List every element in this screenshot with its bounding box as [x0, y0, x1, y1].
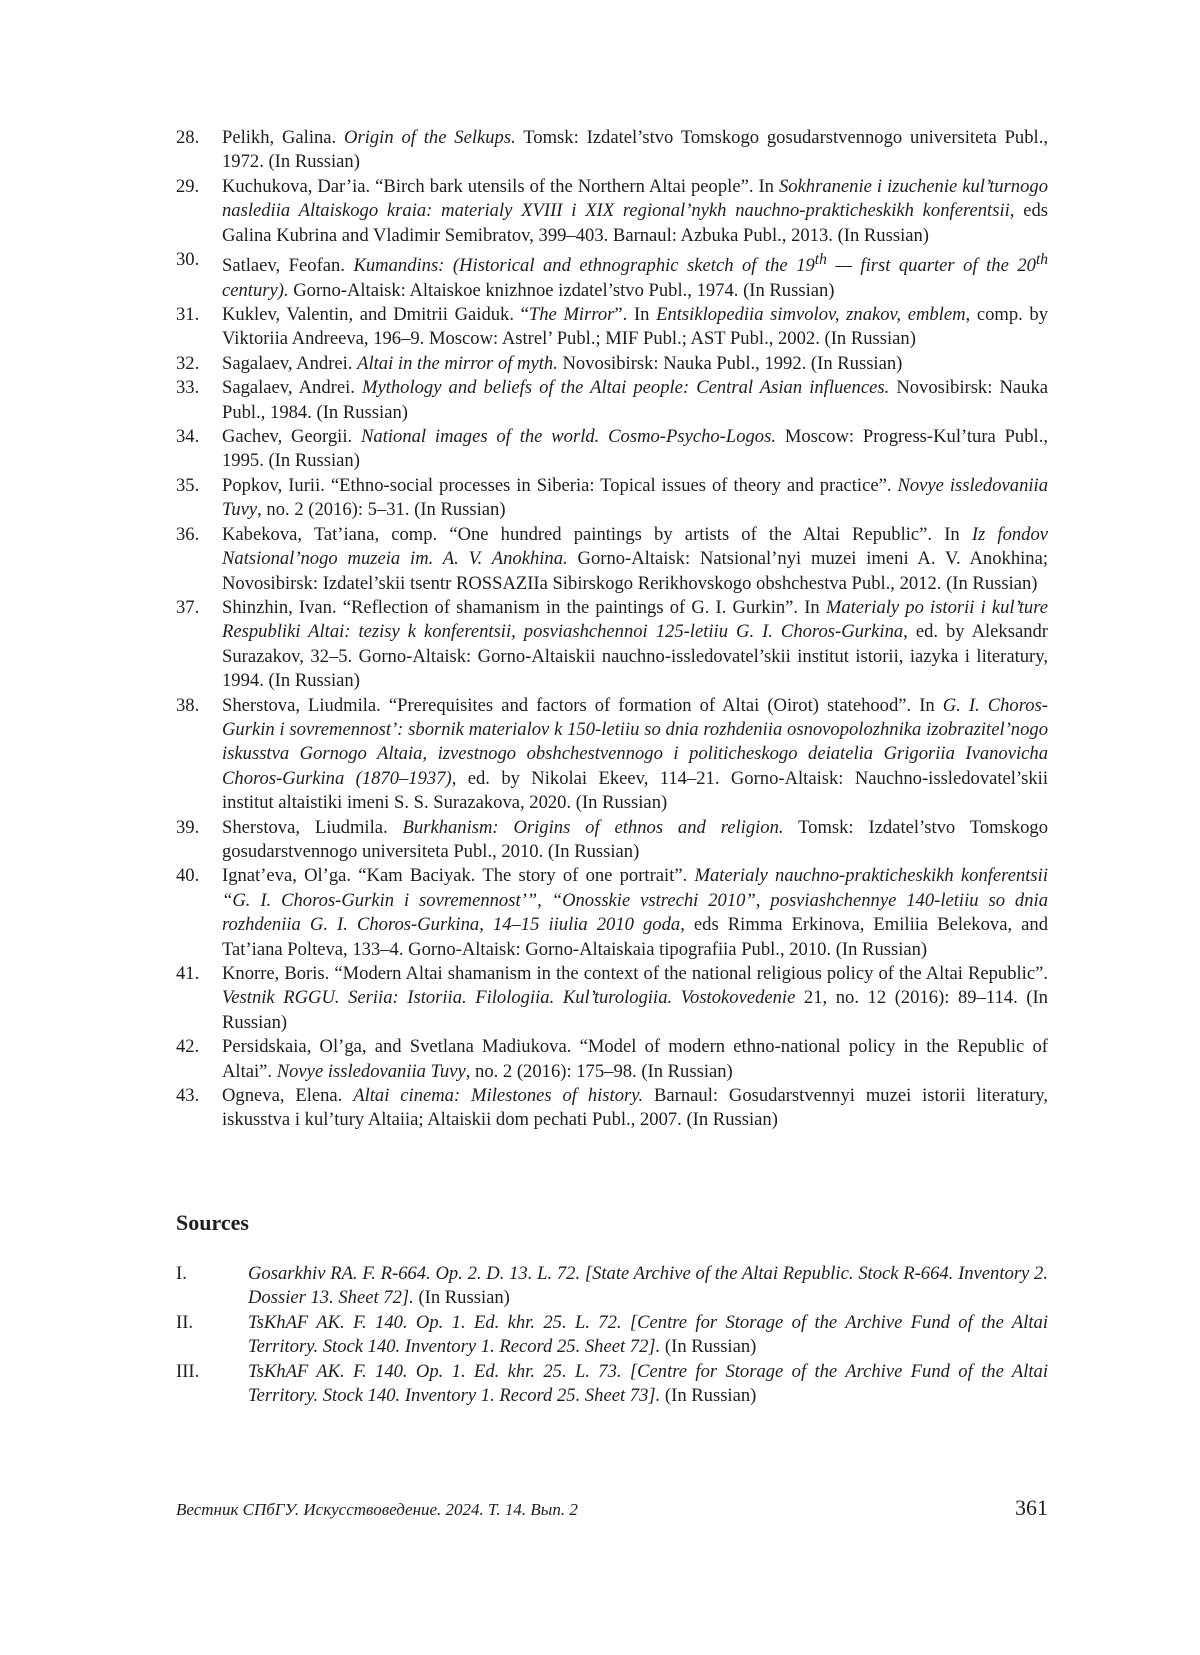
reference-item-text: Gachev, Georgii. National images of the world. Cosmo-Psycho-Logos. Moscow: Progress-Kul’tura Publ., 1995. (In Russian)	[222, 426, 1048, 472]
reference-item	[176, 126, 1048, 175]
sources-list	[176, 1262, 1048, 1408]
reference-item-text: Persidskaia, Ol’ga, and Svetlana Madiukova. “Model of modern ethno-national policy in the Republic of Altai”. Novye issledovaniia Tuvy, no. 2 (2016): 175–98. (In Russian)	[222, 1036, 1048, 1082]
source-item-text: TsKhAF AK. F. 140. Op. 1. Ed. khr. 25. L. 73. [Centre for Storage of the Archive Fund of the Altai Territory. Stock 140. Inventory 1. Record 25. Sheet 73]. (In Russian)	[248, 1360, 1048, 1407]
reference-item-number: 29.	[176, 175, 200, 197]
footer-journal-title: Вестник СПбГУ. Искусствоведение. 2024. Т. 14. Вып. 2	[176, 1500, 578, 1519]
source-item-number: III.	[176, 1360, 200, 1382]
reference-item	[176, 1035, 1048, 1084]
reference-item	[176, 175, 1048, 248]
reference-item-number: 34.	[176, 426, 200, 448]
reference-item-number: 41.	[176, 963, 200, 984]
reference-item	[176, 352, 1048, 376]
reference-item	[176, 962, 1048, 1035]
reference-item	[176, 523, 1048, 596]
source-item	[176, 1311, 1048, 1360]
reference-item-text: Sagalaev, Andrei. Altai in the mirror of myth. Novosibirsk: Nauka Publ., 1992. (In Russian)	[222, 352, 903, 374]
reference-item-text: Ogneva, Elena. Altai cinema: Milestones of history. Barnaul: Gosudarstvennyi muzei istorii literatury, iskusstva i kul’tury Altaiia; Altaiskii dom pechati Publ., 2007. (In Russian)	[222, 1085, 1048, 1131]
reference-item	[176, 694, 1048, 816]
reference-item-number: 33.	[176, 377, 200, 399]
source-item-text: Gosarkhiv RA. F. R-664. Op. 2. D. 13. L. 72. [State Archive of the Altai Republic. Stock R-664. Inventory 2. Dossier 13. Sheet 72]. (In Russian)	[248, 1263, 1048, 1309]
reference-item-text: Pelikh, Galina. Origin of the Selkups. Tomsk: Izdatel’stvo Tomskogo gosudarstvennogo universiteta Publ., 1972. (In Russian)	[222, 127, 1048, 173]
reference-item-text: Knorre, Boris. “Modern Altai shamanism in the context of the national religious policy of the Altai Republic”. Vestnik RGGU. Seriia: Istoriia. Filologiia. Kul’turologiia. Vostokovedenie 21, no. 12 (2016): 89–114. (In Russian)	[222, 963, 1048, 1033]
source-item	[176, 1360, 1048, 1409]
reference-item-number: 36.	[176, 523, 200, 545]
source-item	[176, 1262, 1048, 1311]
reference-item-text: Shinzhin, Ivan. “Reflection of shamanism in the paintings of G. I. Gurkin”. In Materialy po istorii i kul’ture Respubliki Altai: tezisy k konferentsii, posviashchennoi 125-letiiu G. I. Choros-Gurkina, ed. by Aleksandr Surazakov, 32–5. Gorno-Altaisk: Gorno-Altaiskii nauchno-issledovatel’skii institut istorii, iazyka i literatury, 1994. (In Russian)	[222, 596, 1048, 692]
reference-item-text: Sagalaev, Andrei. Mythology and beliefs of the Altai people: Central Asian influences. Novosibirsk: Nauka Publ., 1984. (In Russian)	[222, 377, 1048, 423]
sources-heading: Sources	[176, 1210, 249, 1235]
reference-item-text: Satlaev, Feofan. Kumandins: (Historical and ethnographic sketch of the 19th — first quarter of the 20th century). Gorno-Altaisk: Altaiskoe knizhnoe izdatel’stvo Publ., 1974. (In Russian)	[222, 251, 1049, 301]
reference-item	[176, 376, 1048, 425]
reference-item-text: Sherstova, Liudmila. Burkhanism: Origins of ethnos and religion. Tomsk: Izdatel’stvo Tomskogo gosudarstvennogo universiteta Publ., 2010. (In Russian)	[222, 816, 1048, 862]
reference-item-number: 40.	[176, 865, 200, 887]
reference-item-number: 43.	[176, 1085, 200, 1107]
source-item-number: II.	[176, 1311, 194, 1333]
reference-item	[176, 248, 1048, 303]
reference-item-text: Sherstova, Liudmila. “Prerequisites and factors of formation of Altai (Oirot) statehood”. In G. I. Choros-Gurkin i sovremennost’: sbornik materialov k 150-letiiu so dnia rozhdeniia osnovopolozhnika izobrazitel’nogo iskusstva Gornogo Altaia, izvestnogo obshchestvennogo i politicheskogo deiatelia Grigoriia Ivanovicha Choros-Gurkina (1870–1937), ed. by Nikolai Ekeev, 114–21. Gorno-Altaisk: Nauchno-issledovatel’skii institut altaistiki imeni S. S. Surazakova, 2020. (In Russian)	[222, 694, 1048, 814]
reference-item-number: 37.	[176, 596, 200, 618]
reference-item-text: Ignat’eva, Ol’ga. “Kam Baciyak. The story of one portrait”. Materialy nauchno-prakticheskikh konferentsii “G. I. Choros-Gurkin i sovremennost’”, “Onosskie vstrechi 2010”, posviashchennye 140-letiiu so dnia rozhdeniia G. I. Choros-Gurkina, 14–15 iiulia 2010 goda, eds Rimma Erkinova, Emiliia Belekova, and Tat’iana Polteva, 133–4. Gorno-Altaisk: Gorno-Altaiskaia tipografiia Publ., 2010. (In Russian)	[222, 865, 1049, 960]
reference-item-text: Kabekova, Tat’iana, comp. “One hundred paintings by artists of the Altai Republic”. In Iz fondov Natsional’nogo muzeia im. A. V. Anokhina. Gorno-Altaisk: Natsional’nyi muzei imeni A. V. Anokhina; Novosibirsk: Izdatel’skii tsentr ROSSAZIIa Sibirskogo Rerikhovskogo obshchestva Publ., 2012. (In Russian)	[222, 523, 1049, 594]
reference-item	[176, 303, 1048, 352]
reference-item-text: Kuchukova, Dar’ia. “Birch bark utensils of the Northern Altai people”. In Sokhranenie i izuchenie kul’turnogo naslediia Altaiskogo kraia: materialy XVIII i XIX regional’nykh nauchno-prakticheskikh konferentsii, eds Galina Kubrina and Vladimir Semibratov, 399–403. Barnaul: Azbuka Publ., 2013. (In Russian)	[222, 175, 1048, 246]
source-item-number: I.	[176, 1263, 187, 1284]
reference-item	[176, 425, 1048, 474]
reference-item-number: 39.	[176, 816, 200, 838]
reference-item-text: Popkov, Iurii. “Ethno-social processes in Siberia: Topical issues of theory and practice”. Novye issledovaniia Tuvy, no. 2 (2016): 5–31. (In Russian)	[222, 474, 1049, 521]
reference-item	[176, 474, 1048, 523]
reference-item-text: Kuklev, Valentin, and Dmitrii Gaiduk. “The Mirror”. In Entsiklopediia simvolov, znakov, emblem, comp. by Viktoriia Andreeva, 196–9. Moscow: Astrel’ Publ.; MIF Publ.; AST Publ., 2002. (In Russian)	[222, 304, 1049, 350]
reference-item	[176, 864, 1048, 962]
reference-item-number: 31.	[176, 304, 200, 326]
reference-item	[176, 1084, 1048, 1133]
page-number: 361	[1015, 1495, 1048, 1520]
reference-item-number: 28.	[176, 127, 200, 148]
reference-item-number: 38.	[176, 694, 200, 716]
reference-item-number: 42.	[176, 1036, 200, 1058]
reference-item-number: 32.	[176, 352, 200, 374]
reference-item	[176, 596, 1048, 694]
reference-item-number: 30.	[176, 249, 200, 271]
reference-item	[176, 816, 1048, 865]
reference-item-number: 35.	[176, 474, 200, 496]
reference-list	[176, 126, 1048, 1133]
source-item-text: TsKhAF AK. F. 140. Op. 1. Ed. khr. 25. L. 72. [Centre for Storage of the Archive Fund of the Altai Territory. Stock 140. Inventory 1. Record 25. Sheet 72]. (In Russian)	[248, 1311, 1048, 1358]
